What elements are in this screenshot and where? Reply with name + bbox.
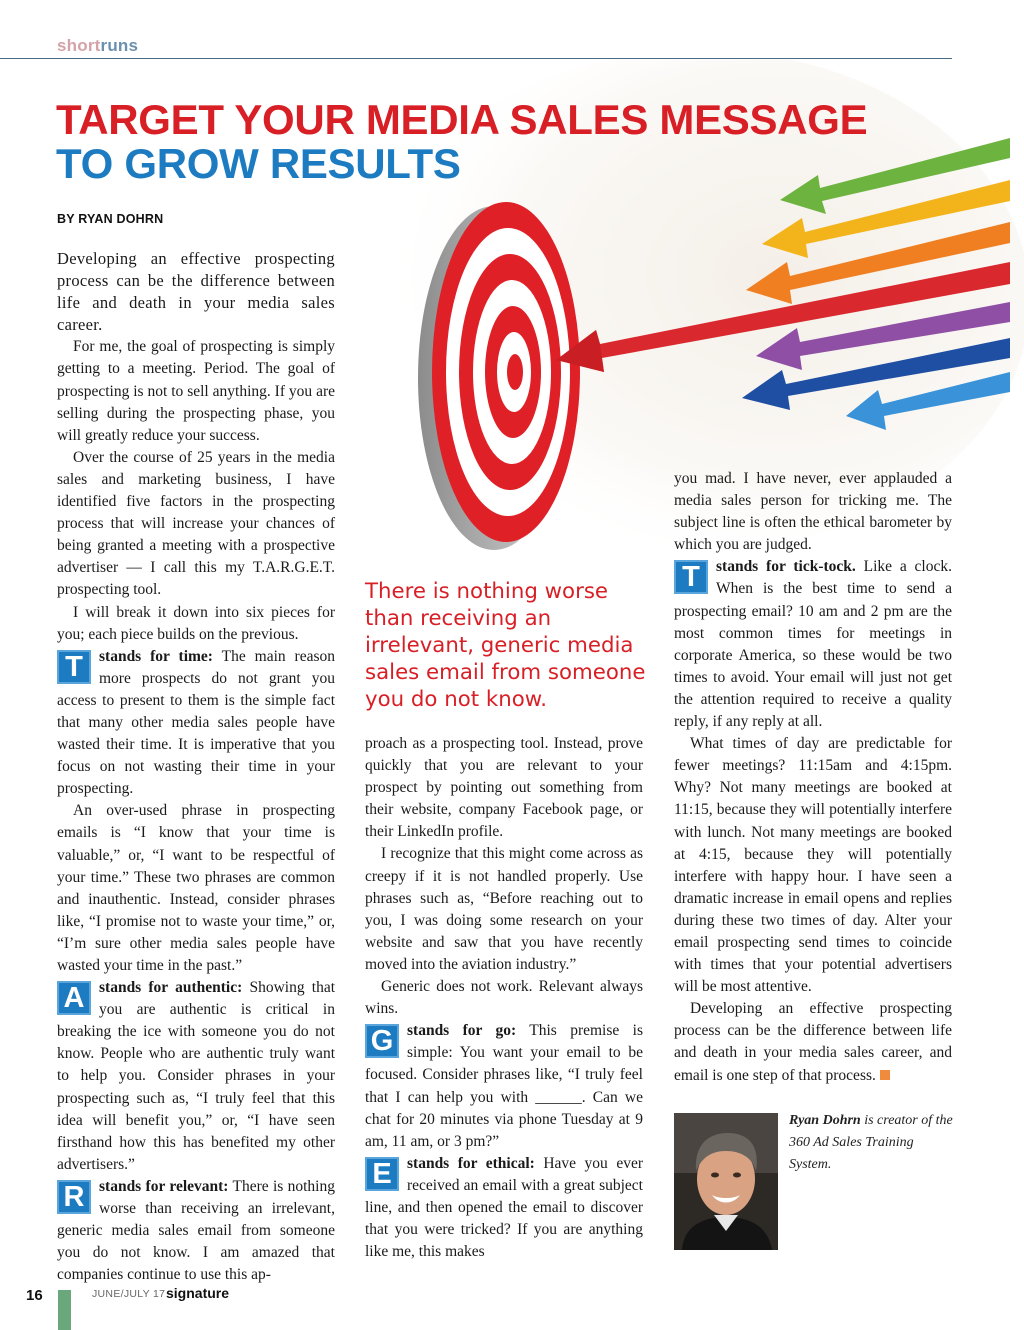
dropcap-g: G [365,1024,399,1058]
body-paragraph: Over the course of 25 years in the media sales and marketing business, I have identified five factors in the prospecting process that will increase your chances of being granted a meeting with a prospective advertiser — I call this my T.A.R.G.E.T. prospecting tool. [57,448,335,599]
letter-body: This premise is simple: You want your email to be focused. Consider phrases like, “I truly feel that I can help you with ______. Can we chat for 20 minutes via phone Tuesday at 9 am, 11 am, or 3 pm?” [365,1022,643,1150]
body-paragraph: For me, the goal of prospecting is simply getting to a meeting. Period. The goal of prospecting is not to sell anything. If you are selling during the prospecting phase, you will greatly reduce your success. [57,338,335,444]
letter-body: The main reason more prospects do not grant you access to present to them is the simple fact that many other media sales people have wasted their time. It is imperative that you focus on not wasting their time in your prospecting. [57,647,335,798]
byline: BY RYAN DOHRN [57,212,164,226]
dropcap-e: E [365,1157,399,1191]
target-letter-a [57,977,335,1176]
body-paragraph: What times of day are predictable for fewer meetings? 11:15am and 4:15pm. Why? Not many meetings are booked at 11:15, because they will potentially interfere with lunch. Not many meetings are booked at 4:15, because they will potentially interfere with happy hour. I have seen a dramatic increase in email opens and replies during these two times of day. Alter your email prospecting send times to coincide with times that your potential advertisers will be most attentive. [674,735,952,996]
body-paragraph: Generic does not work. Relevant always wins. [365,978,643,1018]
pull-quote: There is nothing worse than receiving an irrelevant, generic media sales email from someone you do not know. [365,579,646,712]
article-title [56,98,867,186]
section-tag [57,36,138,56]
closing-text: Developing an effective prospecting process can be the difference between life and death in your media sales career, and email is one step of that process. [674,1000,952,1084]
target-letter-r [57,1176,335,1286]
title-line-1: TARGET YOUR MEDIA SALES MESSAGE [56,96,868,143]
target-letter-t2 [674,556,952,733]
footer-bar [58,1290,71,1330]
letter-body: Have you ever received an email with a great subject line, and then opened the email to discover that you were tricked? If you are anything like me, this makes [365,1154,643,1261]
column-2 [365,733,643,1263]
magazine-name: signature [166,1285,230,1301]
body-paragraph: proach as a prospecting tool. Instead, prove quickly that you are relevant to your prospect by pointing out something from their website, company Facebook page, or their LinkedIn profile. [365,735,643,841]
target-letter-e [365,1153,643,1263]
author-name: Ryan Dohrn [789,1113,861,1128]
letter-heading: stands for ethical: [407,1154,535,1172]
lead-paragraph: Developing an effective prospecting process can be the difference between life and death in your media sales career. [57,249,335,335]
letter-heading: stands for time: [99,647,213,665]
target-letter-g [365,1020,643,1153]
end-marker-icon [880,1070,890,1080]
page-number: 16 [26,1287,43,1304]
column-1 [57,248,335,1286]
letter-heading: stands for tick-tock. [716,558,856,576]
closing-paragraph [674,998,952,1086]
letter-body: Showing that you are authentic is critical in breaking the ice with someone you do not know. People who are authentic truly want to help you. Consider phrases in your prospecting such as, “I truly feel that this idea will benefit you,” or, “I have seen firsthand how this has benefited my other advertisers.” [57,979,335,1173]
body-paragraph: I will break it down into six pieces for you; each piece builds on the previous. [57,603,335,643]
author-description: is creator of the 360 Ad Sales Training System. [789,1113,953,1172]
dropcap-a: A [57,981,91,1015]
letter-heading: stands for relevant: [99,1177,229,1195]
header-rule [0,58,952,59]
section-tag-runs: runs [100,36,139,55]
body-paragraph: you mad. I have never, ever applauded a media sales person for tricking me. The subject line is often the ethical barometer by which you are judged. [674,470,952,554]
dropcap-t2: T [674,560,708,594]
dropcap-t: T [57,650,91,684]
letter-body: Like a clock. When is the best time to send a prospecting email? 10 am and 2 pm are the most common times for meetings in corporate America, so these would be two times to avoid. Your email will just not get the attention required to receive a quality reply, if any reply at all. [674,558,952,731]
title-line-2: TO GROW RESULTS [56,140,461,187]
column-3 [674,468,952,1087]
section-tag-short: short [57,36,101,55]
letter-heading: stands for go: [407,1022,517,1040]
letter-body: There is nothing worse than receiving an irrelevant, generic media sales email from someone you do not know. I am amazed that companies continue to use this ap- [57,1177,335,1284]
body-paragraph: An over-used phrase in prospecting emails is “I know that your time is valuable,” or, “I want to be respectful of your time.” These two phrases are common and inauthentic. Instead, consider phrases like, “I promise not to waste your time,” or, “I’m sure other media sales people have wasted your time in the past.” [57,802,335,974]
letter-heading: stands for authentic: [99,979,243,997]
target-letter-t [57,646,335,801]
author-bio [789,1110,955,1176]
issue-date: JUNE/JULY 17 [92,1288,166,1300]
author-photo [674,1113,778,1250]
body-paragraph: I recognize that this might come across as creepy if it is not handled properly. Use phrases such as, “Before reaching out to you, I was doing some research on your website and saw that you have recently moved into the aviation industry.” [365,845,643,973]
target-disc [418,202,580,550]
dropcap-r: R [57,1180,91,1214]
